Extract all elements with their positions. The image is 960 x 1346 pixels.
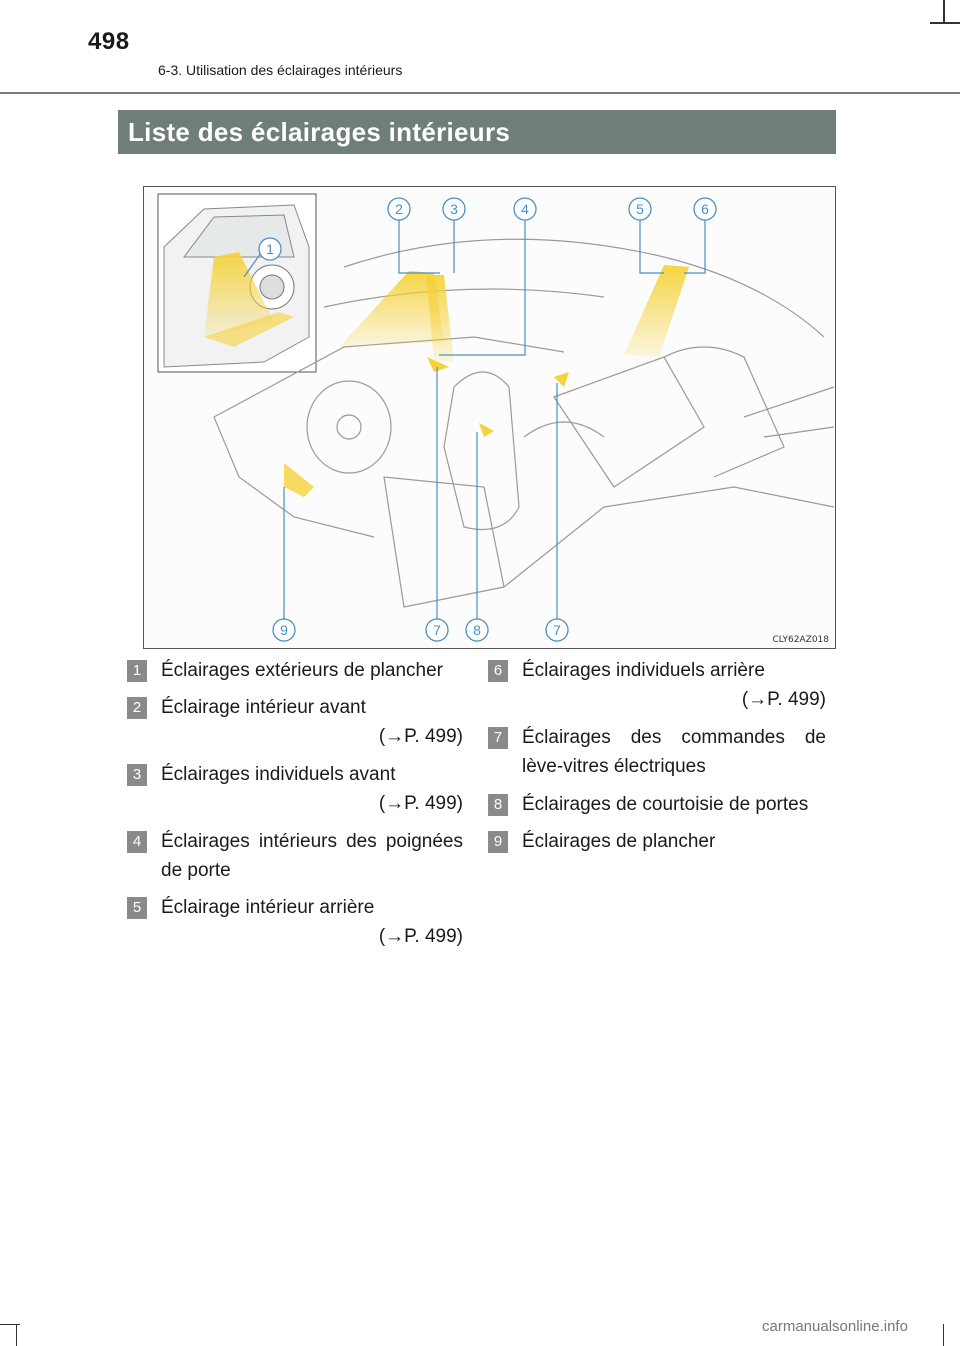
callout-8 bbox=[466, 619, 488, 641]
page-reference: (→P. 499) bbox=[378, 926, 463, 947]
legend-number: 3 bbox=[127, 764, 147, 786]
svg-text:7: 7 bbox=[553, 622, 561, 638]
footer-watermark: carmanualsonline.info bbox=[762, 1318, 908, 1335]
legend-text: Éclairages extérieurs de plancher bbox=[161, 660, 443, 681]
legend-item-9 bbox=[488, 827, 826, 857]
svg-text:8: 8 bbox=[473, 622, 481, 638]
svg-text:3: 3 bbox=[450, 201, 458, 217]
callout-1 bbox=[259, 238, 281, 260]
figure-code: CLY62AZ018 bbox=[772, 635, 829, 645]
legend-text: lève-vitres électriques bbox=[522, 756, 706, 777]
legend-text: Éclairages de plancher bbox=[522, 831, 716, 852]
callout-7b bbox=[546, 619, 568, 641]
crop-mark bbox=[0, 1324, 20, 1325]
legend-text: Éclairage intérieur avant bbox=[161, 697, 366, 718]
header-divider bbox=[0, 92, 960, 94]
callout-9 bbox=[273, 619, 295, 641]
legend-text: Éclairages de courtoisie de portes bbox=[522, 794, 809, 815]
legend-number: 1 bbox=[127, 660, 147, 682]
legend-item-3 bbox=[127, 760, 463, 820]
crop-mark bbox=[16, 1324, 17, 1346]
legend-text: Éclairages individuels avant bbox=[161, 764, 396, 785]
legend-text: de porte bbox=[161, 860, 231, 881]
chapter-title: 6-3. Utilisation des éclairages intérieurs bbox=[158, 62, 403, 78]
legend-item-7 bbox=[488, 723, 826, 783]
legend-number: 8 bbox=[488, 794, 508, 816]
svg-text:1: 1 bbox=[266, 241, 274, 257]
legend-number: 5 bbox=[127, 897, 147, 919]
crop-mark bbox=[943, 1324, 944, 1346]
legend-item-1 bbox=[127, 656, 463, 686]
callout-2 bbox=[388, 198, 410, 220]
legend-number: 2 bbox=[127, 697, 147, 719]
callout-markers bbox=[259, 198, 716, 641]
callout-4 bbox=[514, 198, 536, 220]
page-reference: (→P. 499) bbox=[741, 689, 826, 710]
svg-text:4: 4 bbox=[521, 201, 529, 217]
legend-text: Éclairages intérieurs des poignées bbox=[161, 831, 463, 852]
page-reference: (→P. 499) bbox=[378, 793, 463, 814]
legend-item-2 bbox=[127, 693, 463, 753]
page-number: 498 bbox=[88, 28, 130, 55]
legend-text: Éclairages des commandes de bbox=[522, 727, 826, 748]
svg-text:6: 6 bbox=[701, 201, 709, 217]
crop-mark bbox=[943, 0, 945, 22]
legend-text: Éclairages individuels arrière bbox=[522, 660, 765, 681]
legend-number: 6 bbox=[488, 660, 508, 682]
legend-text: Éclairage intérieur arrière bbox=[161, 897, 375, 918]
svg-text:5: 5 bbox=[636, 201, 644, 217]
car-interior-illustration bbox=[144, 187, 837, 650]
legend-item-8 bbox=[488, 790, 826, 820]
section-title: Liste des éclairages intérieurs bbox=[118, 110, 836, 154]
callout-7a bbox=[426, 619, 448, 641]
svg-text:9: 9 bbox=[280, 622, 288, 638]
legend-number: 7 bbox=[488, 727, 508, 749]
legend-number: 4 bbox=[127, 831, 147, 853]
callout-6 bbox=[694, 198, 716, 220]
exterior-inset bbox=[158, 194, 316, 372]
crop-mark bbox=[930, 22, 960, 24]
legend-item-4 bbox=[127, 827, 463, 887]
svg-text:7: 7 bbox=[433, 622, 441, 638]
legend-item-6 bbox=[488, 656, 826, 716]
page-reference: (→P. 499) bbox=[378, 726, 463, 747]
svg-text:2: 2 bbox=[395, 201, 403, 217]
interior-lights-figure bbox=[143, 186, 836, 649]
legend-number: 9 bbox=[488, 831, 508, 853]
callout-3 bbox=[443, 198, 465, 220]
callout-5 bbox=[629, 198, 651, 220]
legend-item-5 bbox=[127, 893, 463, 953]
